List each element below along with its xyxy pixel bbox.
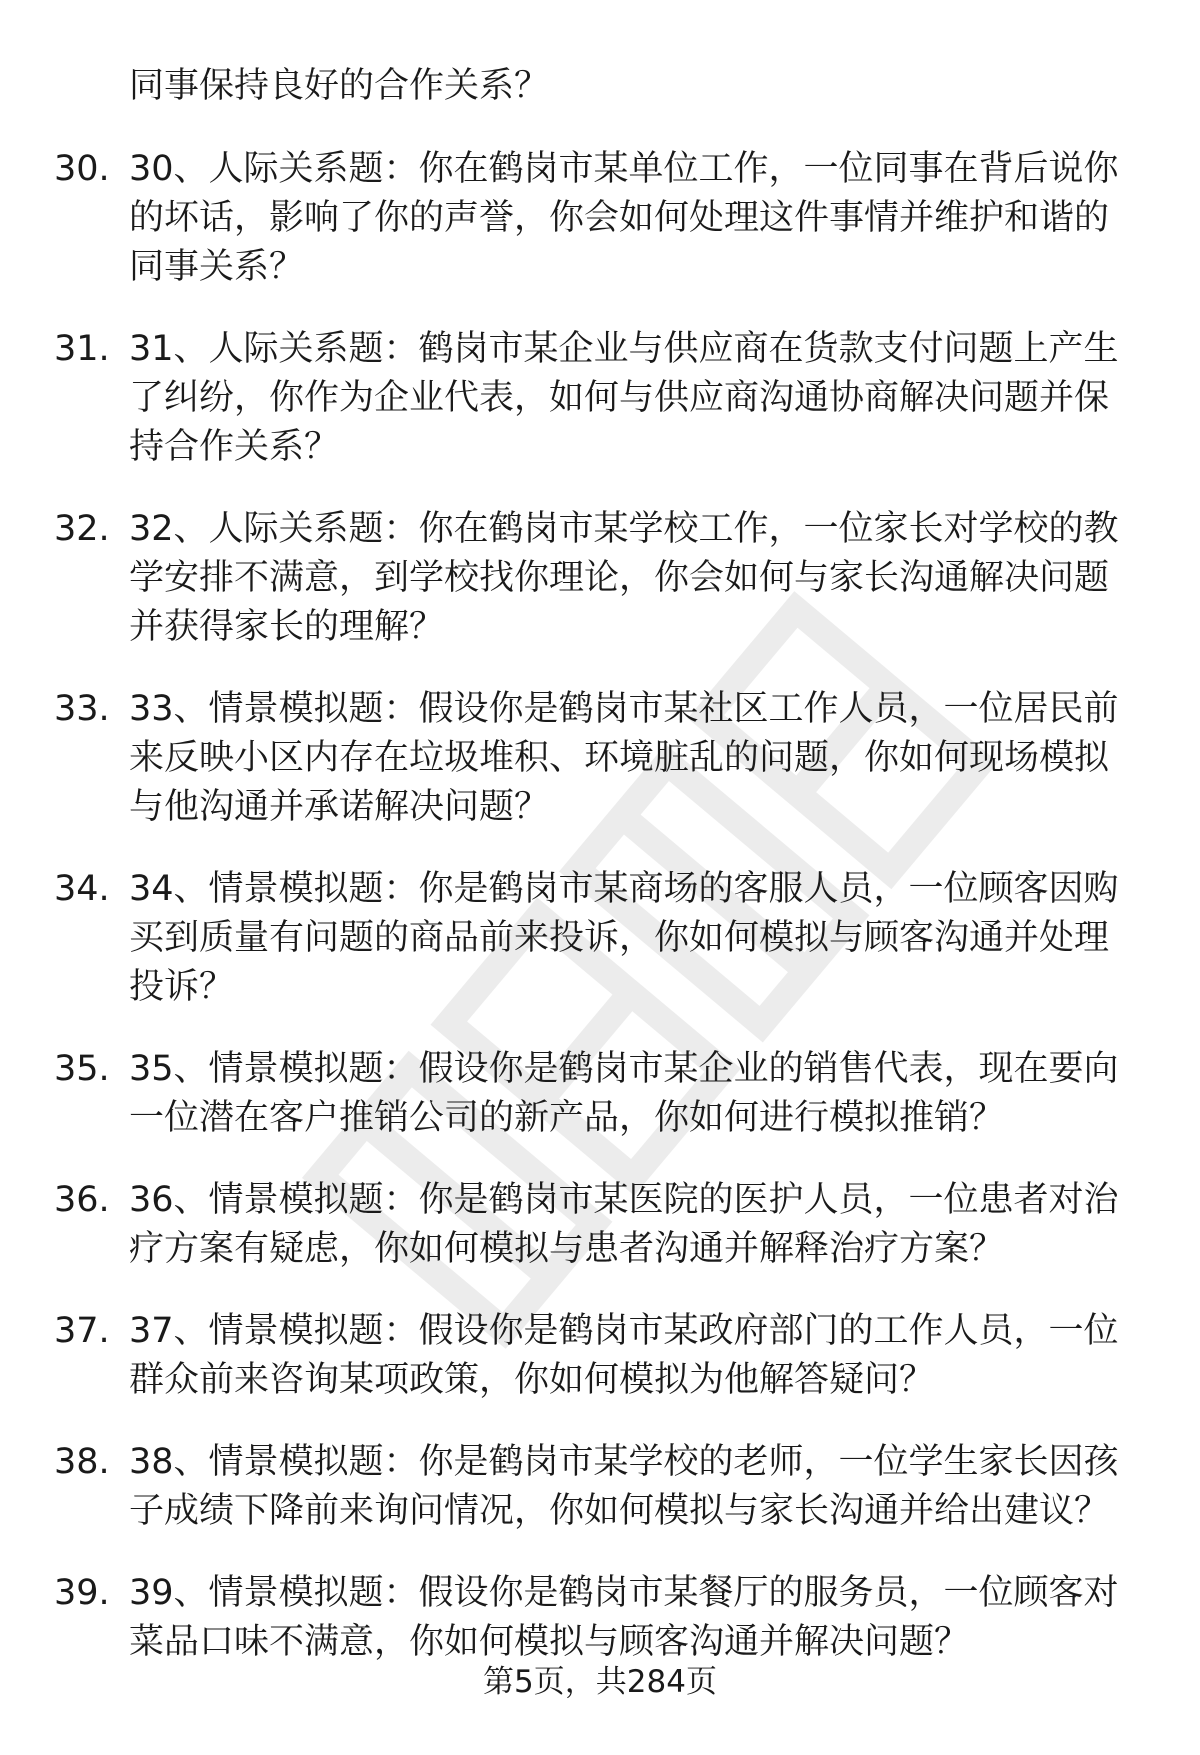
question-line: 的坏话，影响了你的声誉，你会如何处理这件事情并维护和谐的 — [129, 198, 1110, 238]
question-line: 与他沟通并承诺解决问题？ — [129, 787, 550, 827]
question-line: 疗方案有疑虑，你如何模拟与患者沟通并解释治疗方案？ — [129, 1229, 1005, 1269]
question-line: 34、情景模拟题：你是鹤岗市某商场的客服人员，一位顾客因购 — [129, 869, 1119, 909]
question-line: 一位潜在客户推销公司的新产品，你如何进行模拟推销？ — [129, 1098, 1005, 1138]
question-number: 33. — [54, 689, 110, 729]
question-line: 35、情景模拟题：假设你是鹤岗市某企业的销售代表，现在要向 — [129, 1049, 1119, 1089]
question-line: 子成绩下降前来询问情况，你如何模拟与家长沟通并给出建议？ — [129, 1491, 1110, 1531]
question-text — [129, 1176, 1139, 1274]
question-line: 菜品口味不满意，你如何模拟与顾客沟通并解决问题？ — [129, 1622, 970, 1662]
question-line: 31、人际关系题：鹤岗市某企业与供应商在货款支付问题上产生 — [129, 329, 1119, 369]
question-item — [0, 1569, 1200, 1667]
question-text — [129, 865, 1139, 1012]
question-number: 39. — [54, 1573, 110, 1613]
question-line: 同事关系？ — [129, 247, 305, 287]
question-line: 30、人际关系题：你在鹤岗市某单位工作，一位同事在背后说你 — [129, 149, 1119, 189]
question-item — [0, 1307, 1200, 1405]
question-text — [129, 505, 1139, 652]
question-line: 33、情景模拟题：假设你是鹤岗市某社区工作人员，一位居民前 — [129, 689, 1119, 729]
question-line: 投诉？ — [129, 967, 235, 1007]
question-number: 38. — [54, 1442, 110, 1482]
question-line: 群众前来咨询某项政策，你如何模拟为他解答疑问？ — [129, 1360, 935, 1400]
continuation-text: 同事保持良好的合作关系？ — [129, 66, 550, 106]
question-item — [0, 145, 1200, 292]
question-item — [0, 1438, 1200, 1536]
question-line: 学安排不满意，到学校找你理论，你会如何与家长沟通解决问题 — [129, 558, 1110, 598]
question-item — [0, 865, 1200, 1012]
question-list — [0, 145, 1200, 1700]
question-number: 30. — [54, 149, 110, 189]
question-line: 39、情景模拟题：假设你是鹤岗市某餐厅的服务员，一位顾客对 — [129, 1573, 1119, 1613]
question-text — [129, 685, 1139, 832]
question-line: 32、人际关系题：你在鹤岗市某学校工作，一位家长对学校的教 — [129, 509, 1119, 549]
question-line: 来反映小区内存在垃圾堆积、环境脏乱的问题，你如何现场模拟 — [129, 738, 1110, 778]
question-item — [0, 325, 1200, 472]
question-line: 持合作关系？ — [129, 427, 340, 467]
question-line: 37、情景模拟题：假设你是鹤岗市某政府部门的工作人员，一位 — [129, 1311, 1119, 1351]
question-text — [129, 325, 1139, 472]
question-number: 36. — [54, 1180, 110, 1220]
question-number: 37. — [54, 1311, 110, 1351]
question-number: 34. — [54, 869, 110, 909]
question-line: 并获得家长的理解？ — [129, 607, 445, 647]
question-number: 31. — [54, 329, 110, 369]
page-footer: 第5页，共284页 — [483, 1664, 717, 1700]
question-text — [129, 145, 1139, 292]
question-line: 36、情景模拟题：你是鹤岗市某医院的医护人员，一位患者对治 — [129, 1180, 1119, 1220]
question-item — [0, 505, 1200, 652]
question-line: 买到质量有问题的商品前来投诉，你如何模拟与顾客沟通并处理 — [129, 918, 1110, 958]
question-line: 了纠纷，你作为企业代表，如何与供应商沟通协商解决问题并保 — [129, 378, 1110, 418]
question-text — [129, 1045, 1139, 1143]
question-number: 35. — [54, 1049, 110, 1089]
question-text — [129, 1438, 1139, 1536]
question-text — [129, 1307, 1139, 1405]
question-text — [129, 1569, 1139, 1667]
question-line: 38、情景模拟题：你是鹤岗市某学校的老师，一位学生家长因孩 — [129, 1442, 1119, 1482]
question-item — [0, 685, 1200, 832]
question-item — [0, 1045, 1200, 1143]
question-number: 32. — [54, 509, 110, 549]
question-item — [0, 1176, 1200, 1274]
